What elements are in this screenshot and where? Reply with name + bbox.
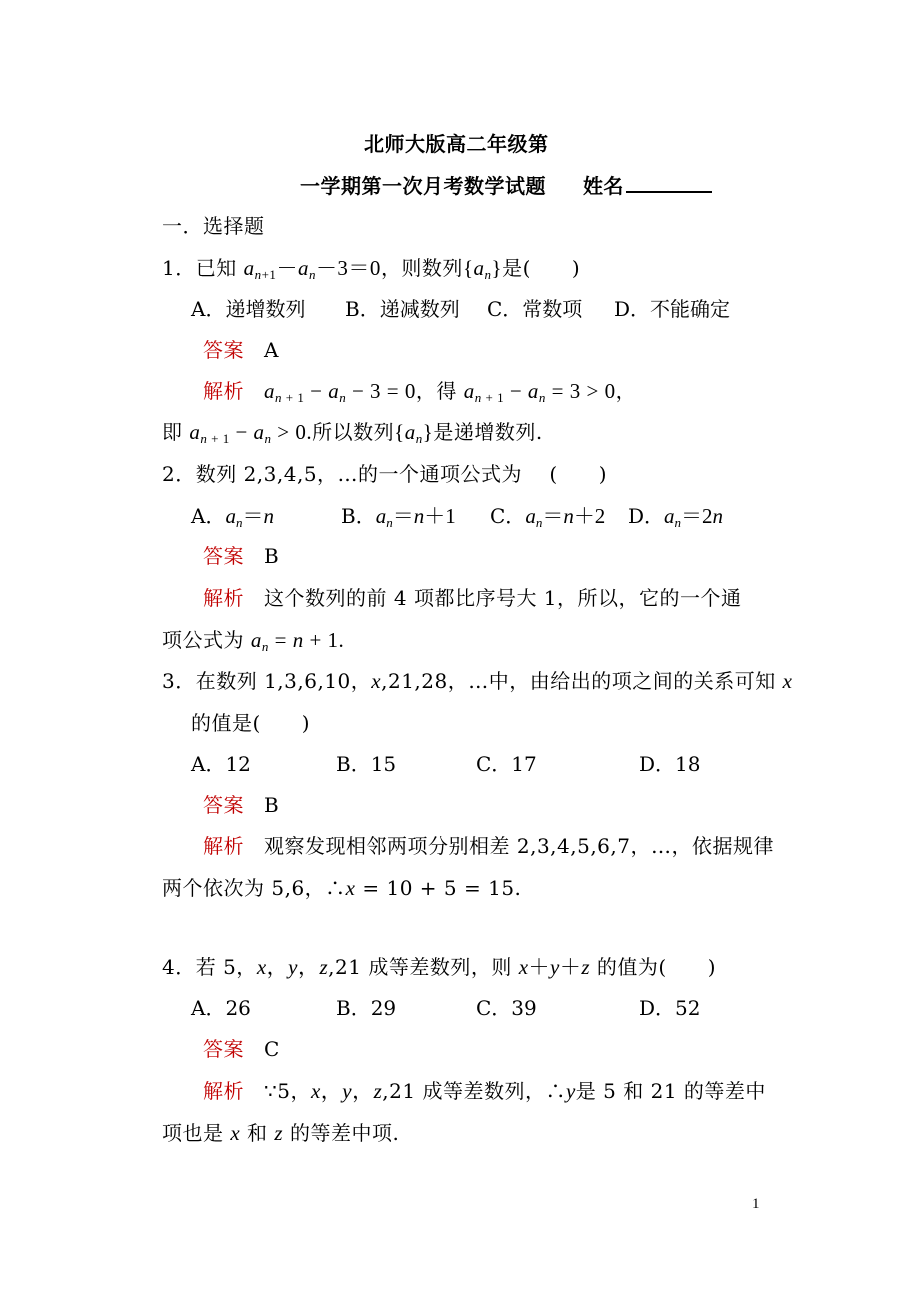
q2-analysis-line2: 项公式为 $a_n = n + 1$.: [162, 628, 345, 654]
q4-option-c: C．39: [476, 996, 537, 1020]
q2-option-c: C．$a_n=n+2$: [490, 504, 606, 530]
q3-analysis-line1: 解析 观察发现相邻两项分别相差 2,3,4,5,6,7，…，依据规律: [203, 834, 774, 858]
question-4-stem: 4．若 5，x，y，z,21 成等差数列，则 x＋y＋z 的值为( ): [162, 955, 716, 979]
analysis-label: 解析: [203, 379, 244, 403]
q1-option-d: D．不能确定: [614, 297, 731, 321]
q3-answer: 答案 B: [203, 793, 280, 817]
analysis-label: 解析: [203, 834, 244, 858]
answer-label: 答案: [203, 1037, 244, 1061]
question-3-stem-line2: 的值是( ): [191, 711, 311, 735]
page-title-line2: [300, 173, 712, 198]
q2-answer: 答案 B: [203, 544, 280, 568]
q1-option-b: B．递减数列: [345, 297, 460, 321]
name-label: 姓名: [582, 174, 624, 198]
q3-analysis-line2: 两个依次为 5,6，∴x = 10 + 5 = 15.: [162, 876, 522, 900]
q4-option-a: A．26: [191, 996, 251, 1020]
q3-option-b: B．15: [336, 752, 397, 776]
q4-option-d: D．52: [639, 996, 701, 1020]
page-number: 1: [752, 1196, 760, 1212]
q1-option-a: A．递增数列: [191, 297, 306, 321]
analysis-label: 解析: [203, 1079, 244, 1103]
q1-answer: 答案 A: [203, 338, 279, 362]
q4-option-b: B．29: [336, 996, 397, 1020]
q1-analysis-line2: 即 $a_{n + 1} - a_n > 0$.所以数列$\{a_n\}$是递增数列.: [162, 420, 543, 446]
analysis-label: 解析: [203, 586, 244, 610]
q3-option-c: C．17: [476, 752, 537, 776]
q2-analysis-line1: 解析 这个数列的前 4 项都比序号大 1，所以，它的一个通: [203, 586, 742, 610]
q4-analysis-line2: 项也是 x 和 z 的等差中项.: [162, 1121, 400, 1145]
q1-option-c: C．常数项: [487, 297, 583, 321]
question-2-stem: 2．数列 2,3,4,5，…的一个通项公式为 ( ): [162, 462, 608, 486]
q1-formula: $a_{n+1}-a_n-3=0$: [243, 256, 381, 282]
q2-option-d: D．$a_n=2n$: [628, 504, 724, 530]
q1-analysis-line1: 解析 $a_{n + 1} - a_n - 3 = 0$，得 $a_{n + 1} - a_n = 3 > 0$，: [203, 379, 637, 405]
q4-answer: 答案 C: [203, 1037, 280, 1061]
q2-option-a: A．$a_n=n$: [191, 504, 274, 530]
q3-option-d: D．18: [639, 752, 701, 776]
answer-label: 答案: [203, 338, 244, 362]
section-heading: 一．选择题: [162, 214, 265, 238]
answer-label: 答案: [203, 793, 244, 817]
name-blank: [626, 173, 712, 193]
exam-title: 一学期第一次月考数学试题: [300, 174, 546, 198]
q3-option-a: A．12: [191, 752, 251, 776]
q2-option-b: B．$a_n=n+1$: [341, 504, 456, 530]
page-title-line1: 北师大版高二年级第: [364, 132, 549, 156]
question-3-stem-line1: 3．在数列 1,3,6,10，x,21,28，…中，由给出的项之间的关系可知 x: [162, 669, 793, 693]
question-1-stem: 1．已知 $a_{n+1}-a_n-3=0$，则数列$\{a_n\}$是( ): [162, 256, 581, 282]
q4-analysis-line1: 解析 ∵5，x，y，z,21 成等差数列，∴y是 5 和 21 的等差中: [203, 1079, 766, 1103]
answer-label: 答案: [203, 544, 244, 568]
